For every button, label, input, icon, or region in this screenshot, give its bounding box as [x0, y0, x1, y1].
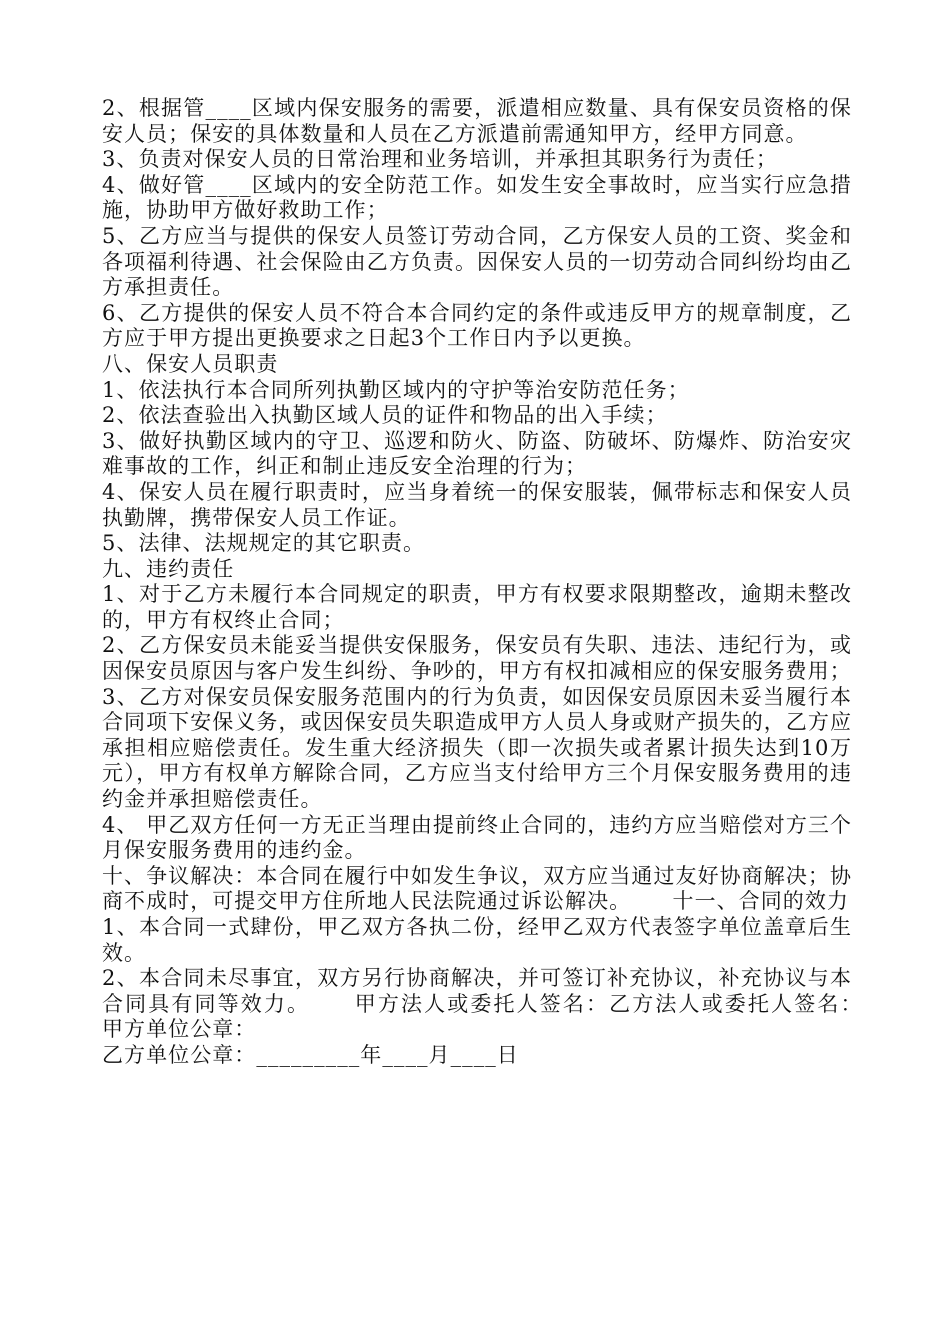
clause-3-training: 3、负责对保安人员的日常治理和业务培训，并承担其职务行为责任；: [102, 147, 778, 172]
clause-2-dispatch: 2、根据管____区域内保安服务的需要，派遣相应数量、具有保安员资格的保安人员；保安的具体数量和人员在乙方派遣前需通知甲方，经甲方同意。: [102, 96, 852, 146]
section-8-heading: 八、保安人员职责: [102, 351, 279, 376]
duty-5-other: 5、法律、法规规定的其它职责。: [102, 531, 426, 556]
effect-2-signatures: 2、本合同未尽事宜，双方另行协商解决，并可签订补充协议，补充协议与本合同具有同等效力。 甲方法人或委托人签名：乙方法人或委托人签名： 甲方单位公章：: [102, 966, 904, 1042]
liability-4: 4、 甲乙双方任何一方无正当理由提前终止合同的，违约方应当赔偿对方三个月保安服务费用的违约金。: [102, 812, 852, 863]
section-9-heading: 九、违约责任: [102, 556, 235, 581]
clause-5-labor-contract: 5、乙方应当与提供的保安人员签订劳动合同，乙方保安人员的工资、奖金和各项福利待遇、社会保险由乙方负责。因保安人员的一切劳动合同纠纷均由乙方承担责任。: [102, 223, 852, 300]
clause-4-safety: 4、做好管____区域内的安全防范工作。如发生安全事故时，应当实行应急措施，协助甲方做好救助工作；: [102, 172, 852, 223]
duty-3-patrol: 3、做好执勤区域内的守卫、巡逻和防火、防盗、防破坏、防爆炸、防治安灾难事故的工作，纠正和制止违反安全治理的行为；: [102, 428, 852, 479]
section-10-dispute: 十、争议解决：本合同在履行中如发生争议，双方应当通过友好协商解决；协商不成时，可提交甲方住所地人民法院通过诉讼解决。 十一、合同的效力: [102, 863, 852, 914]
contract-page: [102, 96, 904, 1069]
liability-3: 3、乙方对保安员保安服务范围内的行为负责，如因保安员原因未妥当履行本合同项下安保义务，或因保安员失职造成甲方人员人身或财产损失的，乙方应承担相应赔偿责任。发生重大经济损失（即一次损失或者累计损失达到10万元），甲方有权单方解除合同，乙方应当支付给甲方三个月保安服务费用的违约金并承担赔偿责任。: [102, 684, 852, 812]
duty-1-guard: 1、依法执行本合同所列执勤区域内的守护等治安防范任务；: [102, 377, 690, 402]
duty-2-check: 2、依法查验出入执勤区域人员的证件和物品的出入手续；: [102, 403, 668, 428]
clause-6-replacement: 6、乙方提供的保安人员不符合本合同约定的条件或违反甲方的规章制度，乙方应于甲方提出更换要求之日起3个工作日内予以更换。: [102, 300, 852, 351]
duty-4-uniform: 4、保安人员在履行职责时，应当身着统一的保安服装，佩带标志和保安人员执勤牌，携带保安人员工作证。: [102, 479, 852, 530]
seal-date-line: 乙方单位公章：_________年____月____日: [102, 1042, 519, 1067]
liability-1: 1、对于乙方未履行本合同规定的职责，甲方有权要求限期整改，逾期未整改的，甲方有权终止合同；: [102, 582, 852, 632]
effect-1: 1、本合同一式肆份，甲乙双方各执二份，经甲乙双方代表签字单位盖章后生效。: [102, 915, 852, 965]
liability-2: 2、乙方保安员未能妥当提供安保服务，保安员有失职、违法、违纪行为，或因保安员原因与客户发生纠纷、争吵的，甲方有权扣减相应的保安服务费用；: [102, 633, 852, 684]
